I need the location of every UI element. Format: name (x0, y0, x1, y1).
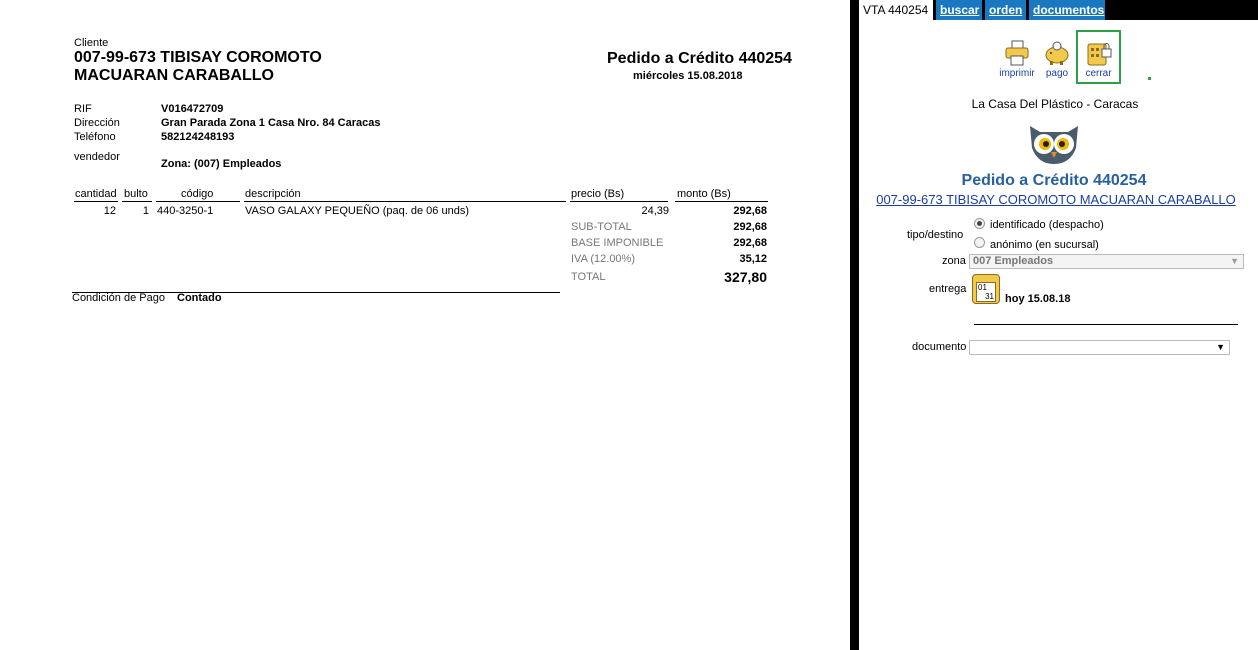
cliente-label: Cliente (74, 37, 109, 49)
cell-precio: 24,39 (641, 205, 669, 217)
header-underline (156, 201, 240, 202)
cerrar-button[interactable] (1076, 30, 1121, 84)
iva-label: IVA (12.00%) (571, 253, 635, 265)
entrega-label: entrega (929, 283, 967, 295)
telefono-value: 582124248193 (161, 131, 235, 143)
panel-divider (850, 0, 859, 650)
tab-buscar[interactable]: buscar (936, 0, 982, 20)
pago-label: pago (1045, 68, 1069, 79)
owl-logo-icon (1024, 122, 1084, 166)
total-label: TOTAL (571, 271, 606, 283)
zona-select[interactable] (969, 254, 1244, 269)
calendar-face (976, 282, 996, 302)
header-underline (74, 201, 118, 202)
telefono-label: Teléfono (74, 131, 116, 143)
chevron-down-icon: ▼ (1230, 256, 1239, 266)
header-underline (122, 201, 152, 202)
printer-icon (1003, 40, 1031, 66)
col-descripcion: descripción (245, 188, 301, 200)
tipo-destino-label: tipo/destino (907, 229, 964, 241)
col-precio: precio (Bs) (571, 188, 625, 200)
pago-button[interactable] (1042, 40, 1072, 79)
header-underline (675, 201, 768, 202)
condicion-label: Condición de Pago (72, 292, 165, 304)
cell-codigo: 440-3250-1 (157, 205, 214, 217)
cell-bulto: 1 (142, 205, 149, 217)
zona-label: zona (942, 255, 966, 267)
cell-descripcion: VASO GALAXY PEQUEÑO (paq. de 06 unds) (245, 205, 469, 217)
cliente-name-line2: MACUARAN CARABALLO (74, 67, 274, 84)
documento-select[interactable] (969, 340, 1230, 355)
tab-bar (859, 0, 1258, 20)
rif-label: RIF (74, 103, 92, 115)
cell-cantidad: 12 (103, 205, 116, 217)
doc-title-text: Pedido a Crédito (607, 50, 735, 67)
cell-monto: 292,68 (733, 205, 767, 217)
rif-value: V016472709 (161, 103, 224, 115)
register-lock-icon (1085, 40, 1113, 66)
zona-select-value: 007 Empleados (973, 255, 1054, 267)
doc-title (607, 50, 792, 68)
cliente-name-line1: 007-99-673 TIBISAY COROMOTO (74, 49, 322, 66)
header-underline (244, 201, 566, 202)
subtotal-label: SUB-TOTAL (571, 221, 632, 233)
iva-value: 35,12 (739, 253, 767, 265)
base-label: BASE IMPONIBLE (571, 237, 664, 249)
header-underline (570, 201, 668, 202)
cerrar-label: cerrar (1085, 68, 1112, 79)
calendar-icon[interactable] (972, 274, 1000, 304)
subtotal-value: 292,68 (733, 221, 767, 233)
doc-number: 440254 (738, 50, 792, 67)
direccion-value: Gran Parada Zona 1 Casa Nro. 84 Caracas (161, 117, 381, 129)
total-value: 327,80 (724, 269, 767, 285)
calendar-bottom: 31 (985, 292, 994, 301)
radio-anonimo-label: anónimo (en sucursal) (990, 239, 1099, 251)
side-panel (859, 0, 1258, 650)
client-link[interactable]: 007-99-673 TIBISAY COROMOTO MACUARAN CARABALLO (876, 192, 1236, 207)
piggy-bank-icon (1043, 40, 1071, 66)
condicion-value: Contado (177, 292, 222, 304)
base-value: 292,68 (733, 237, 767, 249)
radio-anonimo[interactable] (974, 237, 985, 248)
status-dot (1148, 77, 1151, 80)
entrega-value: hoy 15.08.18 (1005, 293, 1071, 305)
doc-date: miércoles 15.08.2018 (633, 70, 743, 82)
col-cantidad: cantidad (75, 188, 117, 200)
imprimir-button[interactable] (995, 40, 1039, 79)
calendar-top: 01 (978, 283, 987, 292)
order-heading: Pedido a Crédito 440254 (961, 172, 1147, 189)
tab-orden[interactable]: orden (985, 0, 1026, 20)
imprimir-label: imprimir (999, 68, 1035, 79)
col-monto: monto (Bs) (677, 188, 731, 200)
entrega-divider (974, 324, 1238, 325)
tab-vta[interactable]: VTA 440254 (859, 0, 933, 20)
zona-value: Zona: (007) Empleados (161, 158, 282, 170)
documento-label: documento (912, 341, 967, 353)
radio-identificado-label: identificado (despacho) (990, 219, 1104, 231)
radio-identificado[interactable] (974, 218, 985, 229)
store-name: La Casa Del Plástico - Caracas (971, 97, 1139, 111)
tab-documentos[interactable]: documentos (1029, 0, 1105, 20)
direccion-label: Dirección (74, 117, 120, 129)
col-codigo: código (181, 188, 214, 200)
vendedor-label: vendedor (74, 151, 120, 163)
col-bulto: bulto (124, 188, 148, 200)
chevron-down-icon: ▼ (1216, 342, 1225, 352)
